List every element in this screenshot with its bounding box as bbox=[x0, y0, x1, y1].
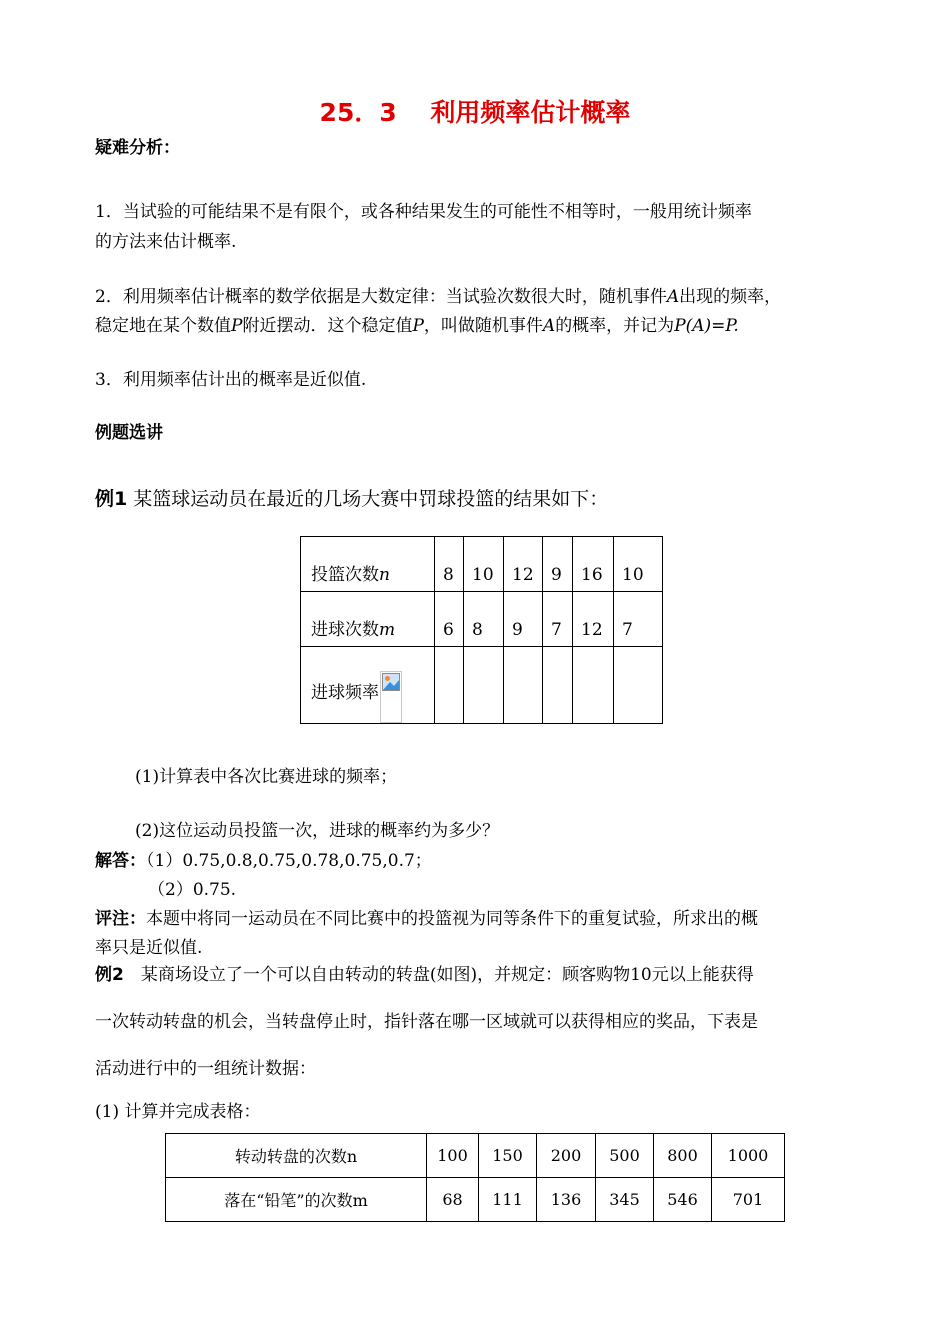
table-row bbox=[301, 647, 663, 724]
example-1-text: 某篮球运动员在最近的几场大赛中罚球投篮的结果如下： bbox=[127, 488, 609, 510]
row-label-shots bbox=[301, 537, 435, 592]
label-text: 投篮次数 bbox=[311, 565, 379, 585]
table-row bbox=[301, 592, 663, 647]
example-2-line-2: 一次转动转盘的机会，当转盘停止时，指针落在哪一区域就可以获得相应的奖品，下表是 bbox=[95, 1012, 758, 1032]
row-label-frequency bbox=[301, 647, 435, 724]
point-1-line-1: 1．当试验的可能结果不是有限个，或各种结果发生的可能性不相等时，一般用统计频率 bbox=[95, 202, 752, 222]
comment-label: 评注： bbox=[95, 909, 146, 929]
table-cell: 12 bbox=[573, 592, 614, 647]
point-1-line-2: 的方法来估计概率. bbox=[95, 232, 237, 252]
label-text: 进球频率 bbox=[311, 683, 379, 703]
section-heading-examples: 例题选讲 bbox=[95, 423, 163, 443]
text-span: 稳定地在某个数值 bbox=[95, 316, 231, 336]
variable-p: P bbox=[231, 316, 243, 336]
row-label-pencil: 落在“铅笔”的次数m bbox=[166, 1178, 427, 1222]
example-2-line-3: 活动进行中的一组统计数据： bbox=[95, 1059, 316, 1079]
example-2-line-1 bbox=[95, 960, 754, 985]
example-2-label: 例2 bbox=[95, 965, 124, 985]
table-cell: 16 bbox=[573, 537, 614, 592]
example-1-question-1: (1)计算表中各次比赛进球的频率； bbox=[135, 767, 398, 787]
example-2-question-1: (1) 计算并完成表格： bbox=[95, 1102, 261, 1122]
table-cell bbox=[435, 647, 464, 724]
variable-p: P bbox=[412, 316, 424, 336]
point-2-line-2 bbox=[95, 311, 739, 336]
example-2-text: 某商场设立了一个可以自由转动的转盘(如图)，并规定：顾客购物10元以上能获得 bbox=[123, 965, 754, 985]
table-cell: 10 bbox=[464, 537, 504, 592]
table-cell: 345 bbox=[596, 1178, 654, 1222]
example-1-question-2: (2)这位运动员投篮一次，进球的概率约为多少？ bbox=[135, 821, 500, 841]
table-cell: 8 bbox=[464, 592, 504, 647]
table-cell: 200 bbox=[537, 1134, 596, 1178]
example-1-answer-2: （2）0.75. bbox=[148, 880, 237, 900]
formula-pa: P(A)=P. bbox=[674, 316, 739, 336]
broken-image-glyph bbox=[380, 671, 402, 693]
point-2-line-1 bbox=[95, 282, 781, 307]
table-cell: 100 bbox=[427, 1134, 479, 1178]
text-span: ，叫做随机事件 bbox=[423, 316, 543, 336]
table-cell: 12 bbox=[504, 537, 543, 592]
table-cell: 136 bbox=[537, 1178, 596, 1222]
point-3: 3．利用频率估计出的概率是近似值. bbox=[95, 370, 367, 390]
table-cell: 7 bbox=[543, 592, 573, 647]
text-span: 2．利用频率估计概率的数学依据是大数定律：当试验次数很大时，随机事件 bbox=[95, 287, 667, 307]
text-span: 附近摆动．这个稳定值 bbox=[242, 316, 413, 336]
table-cell bbox=[464, 647, 504, 724]
table-cell: 9 bbox=[504, 592, 543, 647]
table-cell: 500 bbox=[596, 1134, 654, 1178]
table-cell: 9 bbox=[543, 537, 573, 592]
example-1-comment-line-1 bbox=[95, 904, 758, 929]
table-cell: 546 bbox=[654, 1178, 712, 1222]
table-cell: 150 bbox=[479, 1134, 537, 1178]
table-cell bbox=[573, 647, 614, 724]
variable-m: m bbox=[379, 620, 396, 640]
table-cell: 8 bbox=[435, 537, 464, 592]
table-cell bbox=[614, 647, 663, 724]
table-row bbox=[166, 1134, 785, 1178]
comment-text: 本题中将同一运动员在不同比赛中的投篮视为同等条件下的重复试验，所求出的概 bbox=[146, 909, 758, 929]
table-cell bbox=[543, 647, 573, 724]
table-cell: 6 bbox=[435, 592, 464, 647]
example-2-table bbox=[165, 1133, 785, 1222]
table-cell: 701 bbox=[712, 1178, 785, 1222]
answer-label: 解答： bbox=[95, 851, 146, 871]
text-span: 出现的频率， bbox=[679, 287, 782, 307]
page-title: 25．3 利用频率估计概率 bbox=[319, 98, 631, 127]
answer-text: （1）0.75,0.8,0.75,0.78,0.75,0.7； bbox=[146, 851, 432, 871]
label-text: 进球次数 bbox=[311, 620, 379, 640]
broken-image-icon bbox=[380, 671, 402, 723]
variable-a: A bbox=[542, 316, 556, 336]
example-1-answer-1 bbox=[95, 846, 432, 871]
table-cell: 1000 bbox=[712, 1134, 785, 1178]
table-cell: 800 bbox=[654, 1134, 712, 1178]
table-cell: 68 bbox=[427, 1178, 479, 1222]
variable-n: n bbox=[379, 565, 390, 585]
table-cell: 10 bbox=[614, 537, 663, 592]
row-label-goals bbox=[301, 592, 435, 647]
table-cell: 7 bbox=[614, 592, 663, 647]
example-1-label: 例1 bbox=[95, 488, 128, 510]
section-heading-difficulty: 疑难分析： bbox=[95, 138, 180, 158]
row-label-spins: 转动转盘的次数n bbox=[166, 1134, 427, 1178]
example-1-comment-line-2: 率只是近似值. bbox=[95, 938, 203, 958]
example-1-table bbox=[300, 536, 663, 724]
table-cell bbox=[504, 647, 543, 724]
text-span: 的概率，并记为 bbox=[555, 316, 675, 336]
table-cell: 111 bbox=[479, 1178, 537, 1222]
example-1-statement bbox=[95, 484, 608, 511]
table-row bbox=[166, 1178, 785, 1222]
variable-a: A bbox=[666, 287, 680, 307]
table-row bbox=[301, 537, 663, 592]
